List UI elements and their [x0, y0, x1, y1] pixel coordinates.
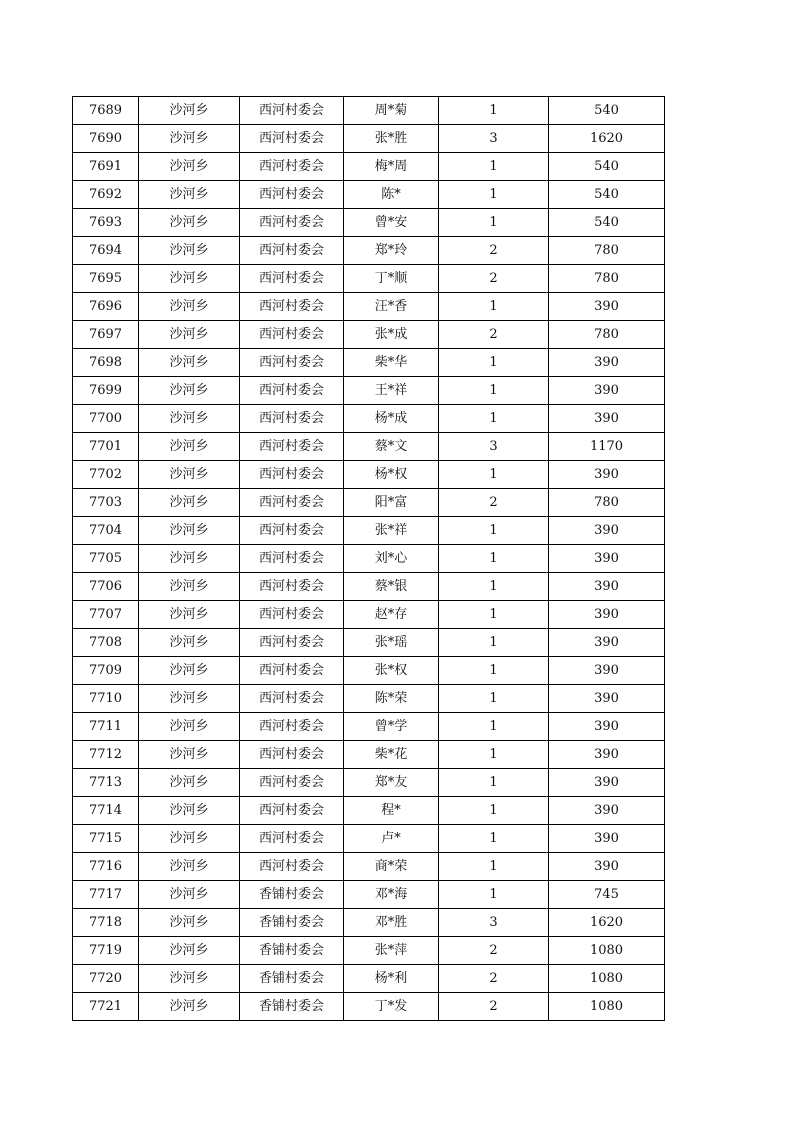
- person-name-cell: 曾*学: [344, 713, 439, 741]
- village-committee-cell: 香铺村委会: [240, 965, 344, 993]
- village-committee-cell: 西河村委会: [240, 209, 344, 237]
- record-id-cell: 7696: [73, 293, 139, 321]
- household-count-cell: 3: [439, 433, 549, 461]
- table-row: [73, 573, 665, 601]
- village-committee-cell: 西河村委会: [240, 741, 344, 769]
- table-row: [73, 461, 665, 489]
- record-id-cell: 7705: [73, 545, 139, 573]
- household-count-cell: 2: [439, 993, 549, 1021]
- amount-cell: 1620: [549, 909, 665, 937]
- village-committee-cell: 西河村委会: [240, 769, 344, 797]
- amount-cell: 390: [549, 825, 665, 853]
- amount-cell: 390: [549, 769, 665, 797]
- township-cell: 沙河乡: [139, 321, 240, 349]
- township-cell: 沙河乡: [139, 405, 240, 433]
- table-row: [73, 993, 665, 1021]
- household-count-cell: 1: [439, 713, 549, 741]
- household-count-cell: 2: [439, 965, 549, 993]
- household-count-cell: 3: [439, 125, 549, 153]
- table-row: [73, 825, 665, 853]
- amount-cell: 390: [549, 713, 665, 741]
- person-name-cell: 张*成: [344, 321, 439, 349]
- table-row: [73, 909, 665, 937]
- table-row: [73, 601, 665, 629]
- person-name-cell: 柴*花: [344, 741, 439, 769]
- person-name-cell: 商*荣: [344, 853, 439, 881]
- record-id-cell: 7693: [73, 209, 139, 237]
- table-row: [73, 321, 665, 349]
- household-count-cell: 2: [439, 489, 549, 517]
- person-name-cell: 程*: [344, 797, 439, 825]
- village-committee-cell: 香铺村委会: [240, 993, 344, 1021]
- village-committee-cell: 西河村委会: [240, 853, 344, 881]
- amount-cell: 390: [549, 405, 665, 433]
- township-cell: 沙河乡: [139, 377, 240, 405]
- record-id-cell: 7712: [73, 741, 139, 769]
- village-committee-cell: 香铺村委会: [240, 909, 344, 937]
- township-cell: 沙河乡: [139, 881, 240, 909]
- township-cell: 沙河乡: [139, 937, 240, 965]
- household-count-cell: 1: [439, 601, 549, 629]
- person-name-cell: 邓*胜: [344, 909, 439, 937]
- village-committee-cell: 西河村委会: [240, 573, 344, 601]
- record-id-cell: 7702: [73, 461, 139, 489]
- record-id-cell: 7715: [73, 825, 139, 853]
- amount-cell: 1080: [549, 993, 665, 1021]
- table-row: [73, 125, 665, 153]
- table-row: [73, 853, 665, 881]
- record-id-cell: 7717: [73, 881, 139, 909]
- amount-cell: 780: [549, 321, 665, 349]
- village-committee-cell: 西河村委会: [240, 153, 344, 181]
- table-row: [73, 881, 665, 909]
- household-count-cell: 1: [439, 853, 549, 881]
- records-table-body: [73, 97, 665, 1021]
- township-cell: 沙河乡: [139, 461, 240, 489]
- village-committee-cell: 西河村委会: [240, 321, 344, 349]
- record-id-cell: 7713: [73, 769, 139, 797]
- township-cell: 沙河乡: [139, 97, 240, 125]
- record-id-cell: 7689: [73, 97, 139, 125]
- amount-cell: 540: [549, 209, 665, 237]
- person-name-cell: 汪*香: [344, 293, 439, 321]
- person-name-cell: 柴*华: [344, 349, 439, 377]
- township-cell: 沙河乡: [139, 769, 240, 797]
- village-committee-cell: 西河村委会: [240, 825, 344, 853]
- table-row: [73, 237, 665, 265]
- township-cell: 沙河乡: [139, 629, 240, 657]
- person-name-cell: 王*祥: [344, 377, 439, 405]
- amount-cell: 390: [549, 853, 665, 881]
- record-id-cell: 7710: [73, 685, 139, 713]
- record-id-cell: 7714: [73, 797, 139, 825]
- village-committee-cell: 西河村委会: [240, 125, 344, 153]
- amount-cell: 390: [549, 685, 665, 713]
- person-name-cell: 张*祥: [344, 517, 439, 545]
- person-name-cell: 赵*存: [344, 601, 439, 629]
- household-count-cell: 2: [439, 237, 549, 265]
- person-name-cell: 梅*周: [344, 153, 439, 181]
- household-count-cell: 1: [439, 181, 549, 209]
- person-name-cell: 张*胜: [344, 125, 439, 153]
- table-row: [73, 965, 665, 993]
- records-table: [72, 96, 665, 1021]
- record-id-cell: 7703: [73, 489, 139, 517]
- township-cell: 沙河乡: [139, 601, 240, 629]
- household-count-cell: 1: [439, 293, 549, 321]
- village-committee-cell: 西河村委会: [240, 293, 344, 321]
- record-id-cell: 7716: [73, 853, 139, 881]
- table-row: [73, 209, 665, 237]
- village-committee-cell: 西河村委会: [240, 685, 344, 713]
- household-count-cell: 2: [439, 265, 549, 293]
- person-name-cell: 卢*: [344, 825, 439, 853]
- amount-cell: 780: [549, 237, 665, 265]
- record-id-cell: 7711: [73, 713, 139, 741]
- record-id-cell: 7695: [73, 265, 139, 293]
- person-name-cell: 蔡*文: [344, 433, 439, 461]
- person-name-cell: 郑*玲: [344, 237, 439, 265]
- township-cell: 沙河乡: [139, 265, 240, 293]
- township-cell: 沙河乡: [139, 349, 240, 377]
- table-row: [73, 937, 665, 965]
- person-name-cell: 张*瑶: [344, 629, 439, 657]
- village-committee-cell: 西河村委会: [240, 349, 344, 377]
- village-committee-cell: 香铺村委会: [240, 881, 344, 909]
- village-committee-cell: 西河村委会: [240, 797, 344, 825]
- person-name-cell: 陈*: [344, 181, 439, 209]
- table-row: [73, 433, 665, 461]
- township-cell: 沙河乡: [139, 125, 240, 153]
- amount-cell: 390: [549, 293, 665, 321]
- amount-cell: 780: [549, 489, 665, 517]
- amount-cell: 1620: [549, 125, 665, 153]
- table-row: [73, 405, 665, 433]
- household-count-cell: 1: [439, 797, 549, 825]
- table-row: [73, 377, 665, 405]
- table-row: [73, 629, 665, 657]
- record-id-cell: 7721: [73, 993, 139, 1021]
- township-cell: 沙河乡: [139, 489, 240, 517]
- table-row: [73, 797, 665, 825]
- township-cell: 沙河乡: [139, 517, 240, 545]
- household-count-cell: 2: [439, 321, 549, 349]
- village-committee-cell: 香铺村委会: [240, 937, 344, 965]
- township-cell: 沙河乡: [139, 573, 240, 601]
- village-committee-cell: 西河村委会: [240, 517, 344, 545]
- amount-cell: 745: [549, 881, 665, 909]
- record-id-cell: 7708: [73, 629, 139, 657]
- township-cell: 沙河乡: [139, 237, 240, 265]
- village-committee-cell: 西河村委会: [240, 405, 344, 433]
- village-committee-cell: 西河村委会: [240, 545, 344, 573]
- amount-cell: 390: [549, 629, 665, 657]
- household-count-cell: 2: [439, 937, 549, 965]
- township-cell: 沙河乡: [139, 181, 240, 209]
- household-count-cell: 1: [439, 377, 549, 405]
- table-row: [73, 181, 665, 209]
- household-count-cell: 1: [439, 209, 549, 237]
- amount-cell: 390: [549, 657, 665, 685]
- person-name-cell: 阳*富: [344, 489, 439, 517]
- household-count-cell: 1: [439, 405, 549, 433]
- village-committee-cell: 西河村委会: [240, 461, 344, 489]
- amount-cell: 1080: [549, 937, 665, 965]
- household-count-cell: 1: [439, 153, 549, 181]
- village-committee-cell: 西河村委会: [240, 601, 344, 629]
- table-row: [73, 741, 665, 769]
- person-name-cell: 刘*心: [344, 545, 439, 573]
- person-name-cell: 丁*发: [344, 993, 439, 1021]
- table-row: [73, 349, 665, 377]
- township-cell: 沙河乡: [139, 433, 240, 461]
- village-committee-cell: 西河村委会: [240, 629, 344, 657]
- village-committee-cell: 西河村委会: [240, 377, 344, 405]
- person-name-cell: 丁*顺: [344, 265, 439, 293]
- household-count-cell: 1: [439, 825, 549, 853]
- household-count-cell: 1: [439, 657, 549, 685]
- amount-cell: 780: [549, 265, 665, 293]
- table-row: [73, 97, 665, 125]
- person-name-cell: 周*菊: [344, 97, 439, 125]
- table-row: [73, 769, 665, 797]
- record-id-cell: 7707: [73, 601, 139, 629]
- village-committee-cell: 西河村委会: [240, 181, 344, 209]
- amount-cell: 390: [549, 461, 665, 489]
- township-cell: 沙河乡: [139, 685, 240, 713]
- household-count-cell: 3: [439, 909, 549, 937]
- township-cell: 沙河乡: [139, 741, 240, 769]
- table-row: [73, 489, 665, 517]
- amount-cell: 390: [549, 349, 665, 377]
- household-count-cell: 1: [439, 629, 549, 657]
- household-count-cell: 1: [439, 517, 549, 545]
- township-cell: 沙河乡: [139, 713, 240, 741]
- township-cell: 沙河乡: [139, 853, 240, 881]
- record-id-cell: 7699: [73, 377, 139, 405]
- amount-cell: 390: [549, 545, 665, 573]
- record-id-cell: 7691: [73, 153, 139, 181]
- household-count-cell: 1: [439, 881, 549, 909]
- village-committee-cell: 西河村委会: [240, 97, 344, 125]
- village-committee-cell: 西河村委会: [240, 713, 344, 741]
- amount-cell: 390: [549, 797, 665, 825]
- household-count-cell: 1: [439, 349, 549, 377]
- person-name-cell: 杨*权: [344, 461, 439, 489]
- township-cell: 沙河乡: [139, 293, 240, 321]
- amount-cell: 390: [549, 573, 665, 601]
- village-committee-cell: 西河村委会: [240, 489, 344, 517]
- table-row: [73, 517, 665, 545]
- township-cell: 沙河乡: [139, 909, 240, 937]
- amount-cell: 540: [549, 181, 665, 209]
- record-id-cell: 7706: [73, 573, 139, 601]
- household-count-cell: 1: [439, 741, 549, 769]
- person-name-cell: 张*萍: [344, 937, 439, 965]
- village-committee-cell: 西河村委会: [240, 657, 344, 685]
- amount-cell: 390: [549, 741, 665, 769]
- amount-cell: 540: [549, 153, 665, 181]
- table-row: [73, 545, 665, 573]
- village-committee-cell: 西河村委会: [240, 265, 344, 293]
- township-cell: 沙河乡: [139, 965, 240, 993]
- township-cell: 沙河乡: [139, 209, 240, 237]
- township-cell: 沙河乡: [139, 825, 240, 853]
- record-id-cell: 7704: [73, 517, 139, 545]
- person-name-cell: 陈*荣: [344, 685, 439, 713]
- record-id-cell: 7690: [73, 125, 139, 153]
- table-row: [73, 685, 665, 713]
- person-name-cell: 邓*海: [344, 881, 439, 909]
- record-id-cell: 7694: [73, 237, 139, 265]
- township-cell: 沙河乡: [139, 797, 240, 825]
- person-name-cell: 杨*成: [344, 405, 439, 433]
- table-row: [73, 713, 665, 741]
- person-name-cell: 张*权: [344, 657, 439, 685]
- household-count-cell: 1: [439, 545, 549, 573]
- village-committee-cell: 西河村委会: [240, 433, 344, 461]
- table-row: [73, 657, 665, 685]
- village-committee-cell: 西河村委会: [240, 237, 344, 265]
- table-row: [73, 293, 665, 321]
- record-id-cell: 7701: [73, 433, 139, 461]
- record-id-cell: 7709: [73, 657, 139, 685]
- person-name-cell: 郑*友: [344, 769, 439, 797]
- township-cell: 沙河乡: [139, 657, 240, 685]
- person-name-cell: 蔡*银: [344, 573, 439, 601]
- amount-cell: 390: [549, 601, 665, 629]
- table-row: [73, 153, 665, 181]
- household-count-cell: 1: [439, 97, 549, 125]
- household-count-cell: 1: [439, 685, 549, 713]
- township-cell: 沙河乡: [139, 993, 240, 1021]
- amount-cell: 390: [549, 377, 665, 405]
- amount-cell: 540: [549, 97, 665, 125]
- amount-cell: 1080: [549, 965, 665, 993]
- record-id-cell: 7692: [73, 181, 139, 209]
- amount-cell: 390: [549, 517, 665, 545]
- household-count-cell: 1: [439, 573, 549, 601]
- record-id-cell: 7720: [73, 965, 139, 993]
- record-id-cell: 7718: [73, 909, 139, 937]
- amount-cell: 1170: [549, 433, 665, 461]
- township-cell: 沙河乡: [139, 153, 240, 181]
- household-count-cell: 1: [439, 769, 549, 797]
- record-id-cell: 7698: [73, 349, 139, 377]
- record-id-cell: 7697: [73, 321, 139, 349]
- table-row: [73, 265, 665, 293]
- record-id-cell: 7700: [73, 405, 139, 433]
- township-cell: 沙河乡: [139, 545, 240, 573]
- person-name-cell: 杨*利: [344, 965, 439, 993]
- person-name-cell: 曾*安: [344, 209, 439, 237]
- household-count-cell: 1: [439, 461, 549, 489]
- record-id-cell: 7719: [73, 937, 139, 965]
